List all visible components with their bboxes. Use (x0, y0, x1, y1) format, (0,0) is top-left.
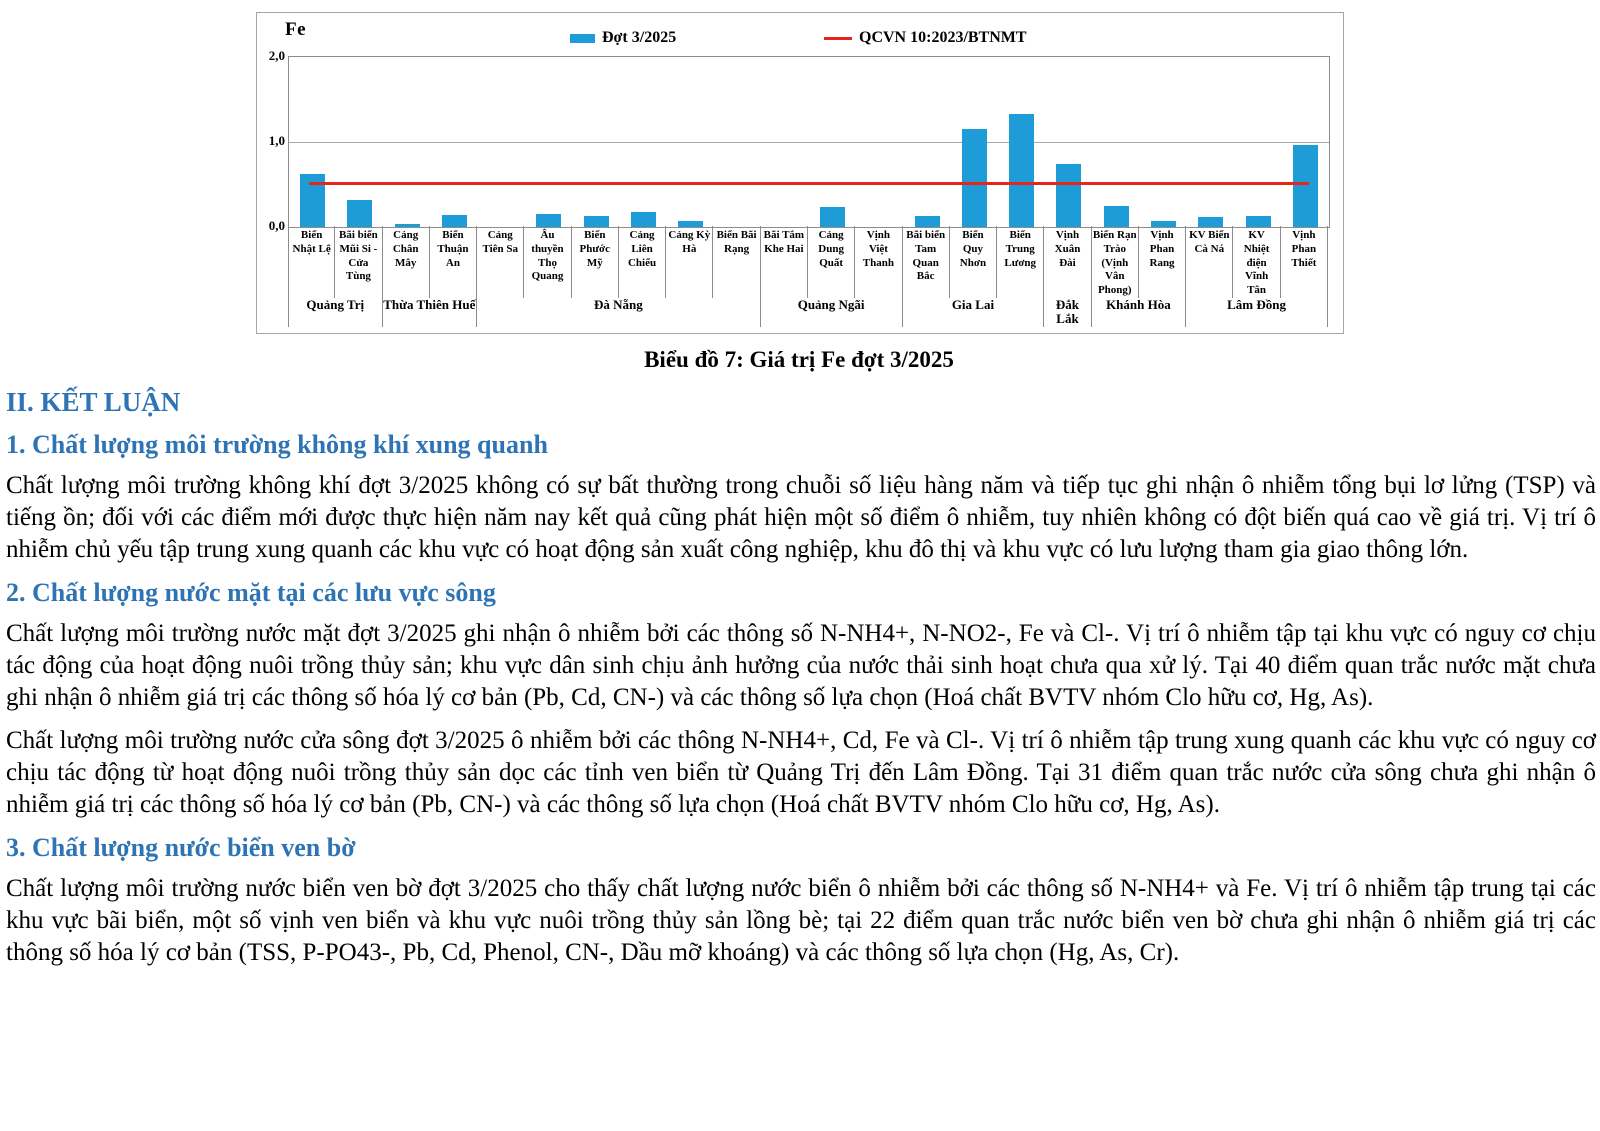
document-body (6, 387, 1596, 980)
category-label-11: Cảng Dung Quất (808, 226, 855, 298)
paragraph-surface-water: Chất lượng môi trường nước mặt đợt 3/2025 ghi nhận ô nhiễm bởi các thông số N-NH4+, N-NO2-, Fe và Cl-. Vị trí ô nhiễm tập tại khu vực có nguy cơ chịu tác động của hoạt động nuôi trồng thủy sản; khu vực dân sinh chịu ảnh hưởng của nước thải sinh hoạt chưa qua xử lý. Tại 40 điểm quan trắc nước mặt chưa ghi nhận ô nhiễm giá trị các thông số hóa lý cơ bản (Pb, Cd, CN-) và các thông số lựa chọn (Hoá chất BVTV nhóm Clo hữu cơ, Hg, As). (6, 620, 1596, 711)
category-label-2: Cảng Chân Mây (383, 226, 430, 298)
bar-cell-3 (431, 57, 478, 227)
bar-21 (1293, 145, 1318, 227)
chart-caption: Biểu đồ 7: Giá trị Fe đợt 3/2025 (644, 347, 954, 372)
province-group-axis (288, 293, 1328, 327)
category-label-15: Biển Trung Lương (997, 226, 1044, 298)
bar-17 (1104, 206, 1129, 227)
province-group-label-5: Đắk Lắk (1044, 293, 1091, 327)
reference-line-swatch-icon (824, 37, 852, 40)
bar-cell-1 (336, 57, 383, 227)
category-label-19: KV Biển Cà Ná (1186, 226, 1233, 298)
category-label-5: Âu thuyền Thọ Quang (524, 226, 571, 298)
bar-cell-16 (1045, 57, 1092, 227)
bar-cell-17 (1093, 57, 1140, 227)
category-axis (288, 226, 1328, 296)
category-label-14: Biển Quy Nhơn (950, 226, 997, 298)
bar-7 (631, 212, 656, 227)
bar-cell-5 (525, 57, 572, 227)
chart-title: Fe (285, 19, 307, 40)
category-label-21: Vịnh Phan Thiết (1281, 226, 1328, 298)
bar-cell-6 (573, 57, 620, 227)
bar-cell-0 (289, 57, 336, 227)
bar-cell-9 (714, 57, 761, 227)
legend-item-reference (824, 29, 1027, 47)
category-label-9: Biển Bãi Rạng (713, 226, 760, 298)
bar-cell-18 (1140, 57, 1187, 227)
qcvn-reference-line (309, 182, 1309, 185)
province-group-label-2: Đà Nẵng (477, 293, 761, 327)
category-label-6: Biển Phước Mỹ (572, 226, 619, 298)
bar-cell-20 (1234, 57, 1281, 227)
y-axis-tick: 1,0 (268, 133, 285, 148)
fe-bar-chart (256, 12, 1344, 334)
plot-area (288, 56, 1330, 228)
y-axis-tick: 0,0 (268, 218, 285, 233)
category-label-8: Cảng Kỳ Hà (666, 226, 713, 298)
bar-cell-10 (762, 57, 809, 227)
province-group-label-4: Gia Lai (903, 293, 1045, 327)
category-label-3: Biển Thuận An (430, 226, 477, 298)
y-axis-tick: 2,0 (268, 48, 285, 63)
bar-series (289, 57, 1329, 227)
bar-cell-12 (856, 57, 903, 227)
bar-16 (1056, 164, 1081, 227)
category-label-18: Vịnh Phan Rang (1139, 226, 1186, 298)
heading-coastal-water: 3. Chất lượng nước biển ven bờ (6, 833, 356, 862)
bar-cell-14 (951, 57, 998, 227)
legend-label-reference: QCVN 10:2023/BTNMT (859, 29, 1027, 46)
bar-cell-13 (904, 57, 951, 227)
province-group-label-0: Quảng Trị (288, 293, 383, 327)
paragraph-estuary-water: Chất lượng môi trường nước cửa sông đợt 3/2025 ô nhiễm bởi các thông N-NH4+, Cd, Fe và Cl-. Vị trí ô nhiễm tập trung xung quanh các khu vực có nguy cơ chịu tác động từ hoạt động nuôi trồng thủy sản dọc các tỉnh ven biển từ Quảng Trị đến Lâm Đồng. Tại 31 điểm quan trắc nước cửa sông chưa ghi nhận ô nhiễm giá trị các thông số hóa lý cơ bản (Pb, CN-) và các thông số lựa chọn (Hoá chất BVTV nhóm Clo hữu cơ, Hg, As). (6, 727, 1596, 818)
category-label-4: Cảng Tiên Sa (477, 226, 524, 298)
paragraph-air-quality: Chất lượng môi trường không khí đợt 3/2025 không có sự bất thường trong chuỗi số liệu hàng năm và tiếp tục ghi nhận ô nhiễm tổng bụi lơ lửng (TSP) và tiếng ồn; đối với các điểm mới được thực hiện năm nay kết quả cũng phát hiện một số điểm ô nhiễm, tuy nhiên không có đột biến quá cao về giá trị. Vị trí ô nhiễm chủ yếu tập trung xung quanh các khu vực có hoạt động sản xuất công nghiệp, khu đô thị và khu vực có lưu lượng tham gia giao thông lớn. (6, 472, 1596, 563)
bar-cell-7 (620, 57, 667, 227)
category-label-7: Cảng Liên Chiểu (619, 226, 666, 298)
bar-cell-2 (384, 57, 431, 227)
bar-14 (962, 129, 987, 227)
legend-label-series: Đợt 3/2025 (602, 29, 677, 46)
province-group-label-3: Quảng Ngãi (761, 293, 903, 327)
bar-cell-21 (1282, 57, 1329, 227)
province-group-label-1: Thừa Thiên Huế (383, 293, 478, 327)
legend-item-series (570, 29, 676, 47)
category-label-0: Biển Nhật Lệ (288, 226, 335, 298)
category-label-20: KV Nhiệt điện Vĩnh Tân (1233, 226, 1280, 298)
bar-1 (347, 200, 372, 227)
bar-cell-8 (667, 57, 714, 227)
province-group-label-6: Khánh Hòa (1092, 293, 1187, 327)
category-label-13: Bãi biển Tam Quan Bắc (903, 226, 950, 298)
bar-cell-19 (1187, 57, 1234, 227)
category-label-16: Vịnh Xuân Đài (1044, 226, 1091, 298)
category-label-10: Bãi Tắm Khe Hai (761, 226, 808, 298)
bar-cell-11 (809, 57, 856, 227)
category-label-17: Biển Rạn Trào (Vịnh Vân Phong) (1092, 226, 1139, 298)
paragraph-coastal-water: Chất lượng môi trường nước biển ven bờ đợt 3/2025 cho thấy chất lượng nước biển ô nhiễm bởi các thông số N-NH4+ và Fe. Vị trí ô nhiễm tập trung tại các khu vực bãi biển, một số vịnh ven biển và khu vực nuôi trồng thủy sản lồng bè; tại 22 điểm quan trắc nước biển ven bờ chưa ghi nhận ô nhiễm giá trị các thông số hóa lý cơ bản (TSS, P-PO43-, Pb, Cd, Phenol, CN-, Dầu mỡ khoáng) và các thông số lựa chọn (Hg, As, Cr). (6, 875, 1596, 966)
heading-air-quality: 1. Chất lượng môi trường không khí xung quanh (6, 430, 548, 459)
category-label-1: Bãi biển Mũi Si - Cửa Tùng (335, 226, 382, 298)
heading-surface-water: 2. Chất lượng nước mặt tại các lưu vực sông (6, 578, 496, 607)
bar-15 (1009, 114, 1034, 227)
province-group-label-7: Lâm Đồng (1186, 293, 1328, 327)
bar-11 (820, 207, 845, 227)
series-color-swatch-icon (570, 34, 595, 43)
bar-cell-15 (998, 57, 1045, 227)
heading-conclusion: II. KẾT LUẬN (6, 387, 181, 417)
category-label-12: Vịnh Việt Thanh (855, 226, 902, 298)
bar-cell-4 (478, 57, 525, 227)
